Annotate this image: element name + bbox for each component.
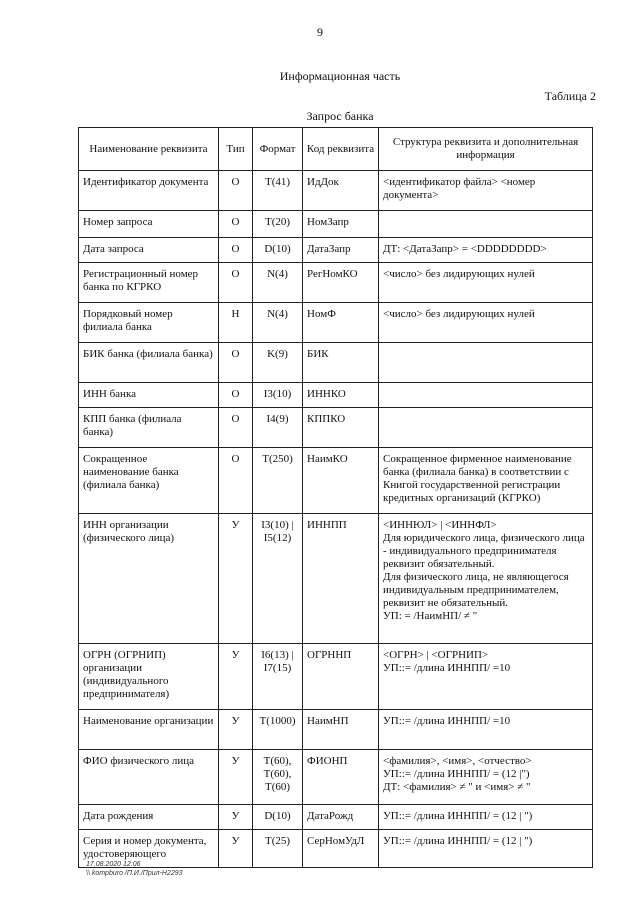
cell-format: T(60), T(60), T(60) (253, 750, 303, 805)
cell-structure: УП::= /длина ИННПП/ = (12 | ") (379, 805, 593, 830)
cell-structure: <идентификатор файла> <номер документа> (379, 171, 593, 211)
cell-name: Сокращенное наименование банка (филиала банка) (79, 448, 219, 514)
column-header-type: Тип (219, 128, 253, 171)
footer-path: \\ kompburo /П.И./Прил-Н2293 (86, 870, 183, 877)
table-row (79, 171, 593, 211)
cell-code: НомФ (303, 303, 379, 343)
cell-format: T(20) (253, 211, 303, 238)
table-caption: Запрос банка (306, 109, 374, 123)
cell-format: N(4) (253, 303, 303, 343)
cell-structure (379, 211, 593, 238)
section-title: Информационная часть (279, 69, 401, 83)
table-row (79, 303, 593, 343)
table-row (79, 644, 593, 710)
table-row (79, 514, 593, 644)
cell-type: У (219, 514, 253, 644)
cell-name: КПП банка (филиала банка) (79, 408, 219, 448)
cell-format: N(4) (253, 263, 303, 303)
cell-structure (379, 383, 593, 408)
cell-name: БИК банка (филиала банка) (79, 343, 219, 383)
cell-name: ФИО физического лица (79, 750, 219, 805)
table-row (79, 408, 593, 448)
cell-type: О (219, 171, 253, 211)
cell-code: ФИОНП (303, 750, 379, 805)
cell-code: ДатаРожд (303, 805, 379, 830)
footer-stamp (86, 860, 183, 878)
cell-format: I3(10) | I5(12) (253, 514, 303, 644)
cell-type: У (219, 644, 253, 710)
cell-type: У (219, 805, 253, 830)
cell-type: О (219, 448, 253, 514)
cell-type: У (219, 710, 253, 750)
cell-structure: ДТ: <ДатаЗапр> = <DDDDDDDD> (379, 238, 593, 263)
cell-format: T(1000) (253, 710, 303, 750)
page-number: 9 (317, 25, 323, 39)
cell-type: О (219, 383, 253, 408)
cell-format: I4(9) (253, 408, 303, 448)
cell-format: I3(10) (253, 383, 303, 408)
table-header-row (79, 128, 593, 171)
cell-code: НаимНП (303, 710, 379, 750)
table-row (79, 750, 593, 805)
cell-name: ИНН банка (79, 383, 219, 408)
cell-structure (379, 343, 593, 383)
table-row (79, 238, 593, 263)
cell-type: О (219, 408, 253, 448)
cell-code: БИК (303, 343, 379, 383)
cell-code: ОГРННП (303, 644, 379, 710)
cell-name: Серия и номер документа, удостоверяющего (79, 830, 219, 868)
cell-structure: <фамилия>, <имя>, <отчество> УП::= /длина ИННПП/ = (12 |") ДТ: <фамилия> ≠ " и <имя> ≠ " (379, 750, 593, 805)
cell-format: T(250) (253, 448, 303, 514)
cell-type: У (219, 750, 253, 805)
cell-type: Н (219, 303, 253, 343)
cell-name: Наименование организации (79, 710, 219, 750)
cell-name: Регистрационный номер банка по КГРКО (79, 263, 219, 303)
cell-format: D(10) (253, 805, 303, 830)
cell-structure: <ОГРН> | <ОГРНИП> УП::= /длина ИННПП/ =10 (379, 644, 593, 710)
cell-format: T(25) (253, 830, 303, 868)
cell-name: Дата рождения (79, 805, 219, 830)
cell-name: ОГРН (ОГРНИП) организации (индивидуального предпринимателя) (79, 644, 219, 710)
cell-structure: <число> без лидирующих нулей (379, 263, 593, 303)
requisites-table (78, 127, 593, 868)
cell-structure: <число> без лидирующих нулей (379, 303, 593, 343)
cell-code: СерНомУдЛ (303, 830, 379, 868)
table-row (79, 263, 593, 303)
cell-code: КППКО (303, 408, 379, 448)
cell-type: О (219, 263, 253, 303)
table-label: Таблица 2 (544, 89, 596, 103)
cell-structure: УП::= /длина ИННПП/ = (12 | ") (379, 830, 593, 868)
cell-type: О (219, 211, 253, 238)
cell-structure: Сокращенное фирменное наименование банка (филиала банка) в соответствии с Книгой государственной регистрации кредитных организаций (КГРКО) (379, 448, 593, 514)
table-row (79, 211, 593, 238)
column-header-name: Наименование реквизита (79, 128, 219, 171)
table-row (79, 448, 593, 514)
cell-format: T(41) (253, 171, 303, 211)
footer-timestamp: 17.08.2020 12:06 (86, 861, 141, 868)
cell-type: У (219, 830, 253, 868)
cell-name: Дата запроса (79, 238, 219, 263)
cell-structure (379, 408, 593, 448)
cell-structure: <ИННЮЛ> | <ИННФЛ> Для юридического лица, физического лица - индивидуального предпринимателя реквизит обязательный. Для физического лица, не являющегося индивидуальным предпринимателем, реквизит не обязательный. УП: = /НаимНП/ ≠ " (379, 514, 593, 644)
cell-code: ИННПП (303, 514, 379, 644)
column-header-format: Формат (253, 128, 303, 171)
cell-format: I6(13) | I7(15) (253, 644, 303, 710)
cell-code: ИдДок (303, 171, 379, 211)
cell-format: D(10) (253, 238, 303, 263)
cell-name: Номер запроса (79, 211, 219, 238)
cell-type: О (219, 238, 253, 263)
column-header-code: Код реквизита (303, 128, 379, 171)
cell-type: О (219, 343, 253, 383)
cell-format: K(9) (253, 343, 303, 383)
table-row (79, 710, 593, 750)
cell-code: ИННКО (303, 383, 379, 408)
cell-structure: УП::= /длина ИННПП/ =10 (379, 710, 593, 750)
cell-name: ИНН организации (физического лица) (79, 514, 219, 644)
table-row (79, 343, 593, 383)
cell-name: Порядковый номер филиала банка (79, 303, 219, 343)
table-row (79, 383, 593, 408)
cell-code: РегНомКО (303, 263, 379, 303)
cell-code: НаимКО (303, 448, 379, 514)
table-row (79, 805, 593, 830)
cell-name: Идентификатор документа (79, 171, 219, 211)
cell-code: НомЗапр (303, 211, 379, 238)
column-header-structure: Структура реквизита и дополнительная информация (379, 128, 593, 171)
cell-code: ДатаЗапр (303, 238, 379, 263)
